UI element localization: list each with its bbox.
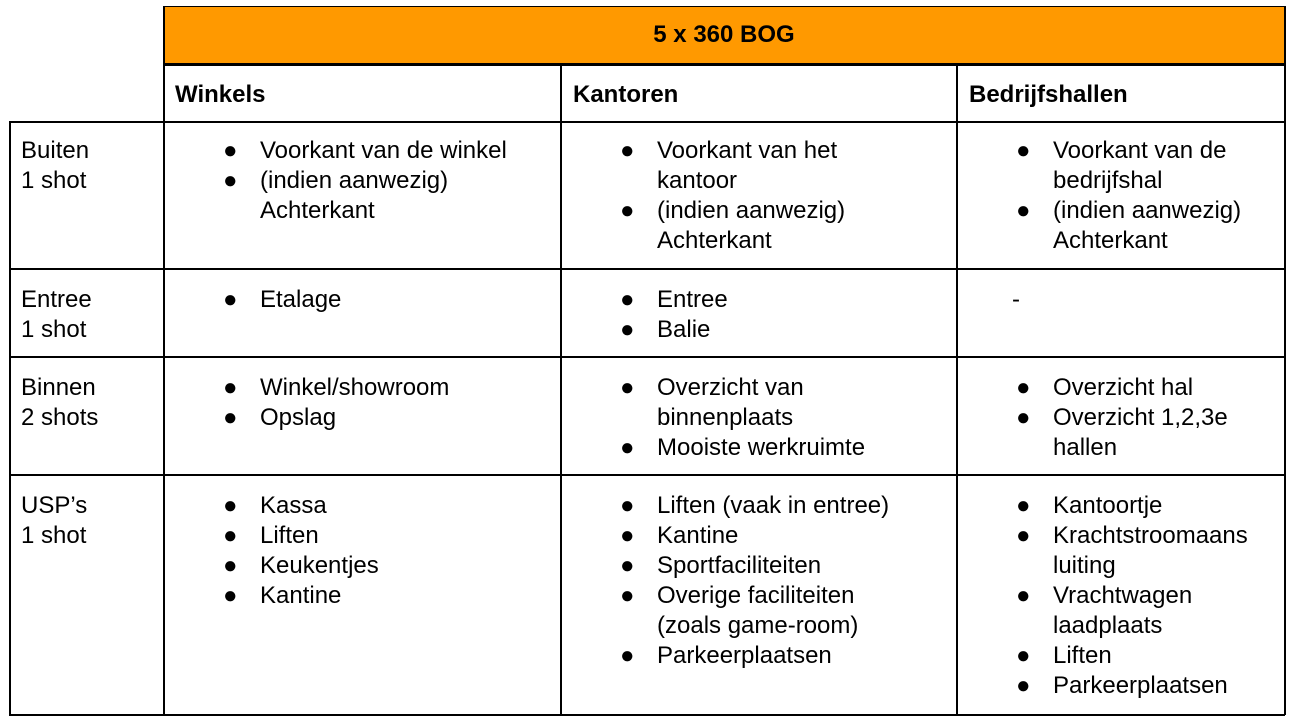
grid-line — [9, 714, 1285, 716]
empty-cell-marker: - — [1012, 286, 1020, 313]
list-item-text: Parkeerplaatsen — [1053, 672, 1228, 699]
grid-line — [9, 474, 1285, 476]
list-item-text: Liften — [1053, 642, 1112, 669]
column-header-bedrijfshallen: Bedrijfshallen — [969, 81, 1128, 108]
list-item-text: kantoor — [657, 167, 738, 194]
list-item — [560, 521, 956, 551]
list-item-text: Voorkant van de — [1053, 137, 1227, 164]
row-label-shots: 2 shots — [21, 404, 99, 431]
list-item-text: bedrijfshal — [1053, 167, 1163, 194]
bullet-icon: ● — [1016, 137, 1031, 164]
bullet-icon: ● — [1016, 522, 1031, 549]
list-item — [163, 521, 560, 551]
bullet-icon: ● — [223, 522, 238, 549]
bullet-icon: ● — [1016, 642, 1031, 669]
bullet-icon: ● — [223, 404, 238, 431]
list-item — [163, 136, 560, 166]
row-label-shots: 1 shot — [21, 167, 87, 194]
list-item-text: Entree — [657, 286, 728, 313]
cell-list — [560, 491, 956, 671]
bullet-icon: ● — [223, 582, 238, 609]
list-item — [560, 551, 956, 581]
grid-line — [9, 121, 11, 715]
list-item-text: (indien aanwezig) — [260, 167, 449, 194]
cell-list — [163, 373, 560, 433]
cell-list — [163, 491, 560, 611]
list-item-text: Achterkant — [260, 197, 375, 224]
list-item — [956, 671, 1284, 701]
list-item-text: Overzicht hal — [1053, 374, 1194, 401]
list-item — [163, 403, 560, 433]
list-item — [956, 581, 1284, 641]
cell-list — [956, 136, 1284, 256]
bullet-icon: ● — [620, 434, 635, 461]
bullet-icon: ● — [620, 552, 635, 579]
list-item-text: Kantine — [657, 522, 739, 549]
list-item — [956, 491, 1284, 521]
list-item — [163, 285, 560, 315]
list-item — [163, 551, 560, 581]
bullet-icon: ● — [620, 137, 635, 164]
list-item-text: Overige faciliteiten — [657, 582, 855, 609]
list-item-text: Liften — [260, 522, 319, 549]
list-item-text: Voorkant van het — [657, 137, 838, 164]
cell-list — [163, 136, 560, 226]
bullet-icon: ● — [620, 197, 635, 224]
grid-line — [9, 268, 1285, 270]
list-item-text: Krachtstroomaans — [1053, 522, 1248, 549]
bullet-icon: ● — [620, 316, 635, 343]
list-item-text: Achterkant — [1053, 227, 1168, 254]
list-item — [560, 285, 956, 315]
bullet-icon: ● — [223, 286, 238, 313]
list-item-text: Achterkant — [657, 227, 772, 254]
row-label-shots: 1 shot — [21, 316, 87, 343]
list-item — [163, 491, 560, 521]
list-item-text: Voorkant van de winkel — [260, 137, 507, 164]
list-item-text: Vrachtwagen — [1053, 582, 1193, 609]
cell-list — [956, 491, 1284, 701]
list-item-text: Parkeerplaatsen — [657, 642, 832, 669]
bullet-icon: ● — [620, 286, 635, 313]
list-item — [560, 315, 956, 345]
list-item-text: Kantine — [260, 582, 342, 609]
list-item — [956, 136, 1284, 196]
bullet-icon: ● — [1016, 492, 1031, 519]
cell-list — [163, 285, 560, 315]
list-item — [956, 373, 1284, 403]
row-label-usps — [21, 491, 87, 551]
list-item — [560, 581, 956, 641]
list-item — [956, 196, 1284, 256]
list-item-text: binnenplaats — [657, 404, 794, 431]
bullet-icon: ● — [1016, 582, 1031, 609]
bullet-icon: ● — [223, 167, 238, 194]
list-item-text: Overzicht van — [657, 374, 804, 401]
row-label-title: Binnen — [21, 374, 96, 401]
list-item-text: Kassa — [260, 492, 327, 519]
list-item-text: (indien aanwezig) — [657, 197, 846, 224]
cell-list — [956, 373, 1284, 463]
list-item — [560, 373, 956, 433]
bullet-icon: ● — [223, 137, 238, 164]
list-item-text: Opslag — [260, 404, 337, 431]
list-item-text: Overzicht 1,2,3e — [1053, 404, 1228, 431]
cell-list — [560, 285, 956, 345]
list-item-text: luiting — [1053, 552, 1116, 579]
list-item — [956, 403, 1284, 463]
bullet-icon: ● — [620, 522, 635, 549]
table-title: 5 x 360 BOG — [653, 21, 795, 48]
bullet-icon: ● — [620, 492, 635, 519]
list-item — [560, 136, 956, 196]
bullet-icon: ● — [223, 552, 238, 579]
cell-list — [560, 136, 956, 256]
list-item — [560, 433, 956, 463]
list-item-text: hallen — [1053, 434, 1118, 461]
list-item — [163, 373, 560, 403]
bullet-icon: ● — [620, 642, 635, 669]
bullet-icon: ● — [1016, 672, 1031, 699]
bullet-icon: ● — [1016, 404, 1031, 431]
list-item-text: Sportfaciliteiten — [657, 552, 822, 579]
list-item-text: laadplaats — [1053, 612, 1163, 639]
bullet-icon: ● — [223, 492, 238, 519]
list-item — [956, 641, 1284, 671]
bullet-icon: ● — [620, 582, 635, 609]
list-item-text: Winkel/showroom — [260, 374, 450, 401]
list-item-text: (indien aanwezig) — [1053, 197, 1242, 224]
row-label-title: Entree — [21, 286, 92, 313]
row-label-buiten — [21, 136, 89, 196]
row-label-entree — [21, 285, 92, 345]
list-item — [560, 641, 956, 671]
column-header-winkels: Winkels — [175, 81, 266, 108]
row-label-title: USP’s — [21, 492, 88, 519]
list-item-text: Kantoortje — [1053, 492, 1163, 519]
bullet-icon: ● — [223, 374, 238, 401]
list-item-text: Keukentjes — [260, 552, 379, 579]
row-label-title: Buiten — [21, 137, 90, 164]
list-item — [560, 491, 956, 521]
list-item — [163, 166, 560, 226]
column-header-kantoren: Kantoren — [573, 81, 679, 108]
list-item-text: Mooiste werkruimte — [657, 434, 866, 461]
list-item-text: Liften (vaak in entree) — [657, 492, 890, 519]
list-item — [163, 581, 560, 611]
grid-line — [1284, 6, 1286, 715]
cell-list — [560, 373, 956, 463]
bullet-icon: ● — [1016, 197, 1031, 224]
list-item-text: Etalage — [260, 286, 342, 313]
bullet-icon: ● — [620, 374, 635, 401]
grid-line — [9, 121, 1285, 123]
list-item-text: (zoals game-room) — [657, 612, 859, 639]
row-label-shots: 1 shot — [21, 522, 87, 549]
bullet-icon: ● — [1016, 374, 1031, 401]
list-item — [560, 196, 956, 256]
row-label-binnen — [21, 373, 98, 433]
grid-line — [163, 64, 1285, 66]
list-item — [956, 521, 1284, 581]
grid-line — [9, 356, 1285, 358]
list-item-text: Balie — [657, 316, 711, 343]
table-title-cell — [163, 6, 1285, 64]
